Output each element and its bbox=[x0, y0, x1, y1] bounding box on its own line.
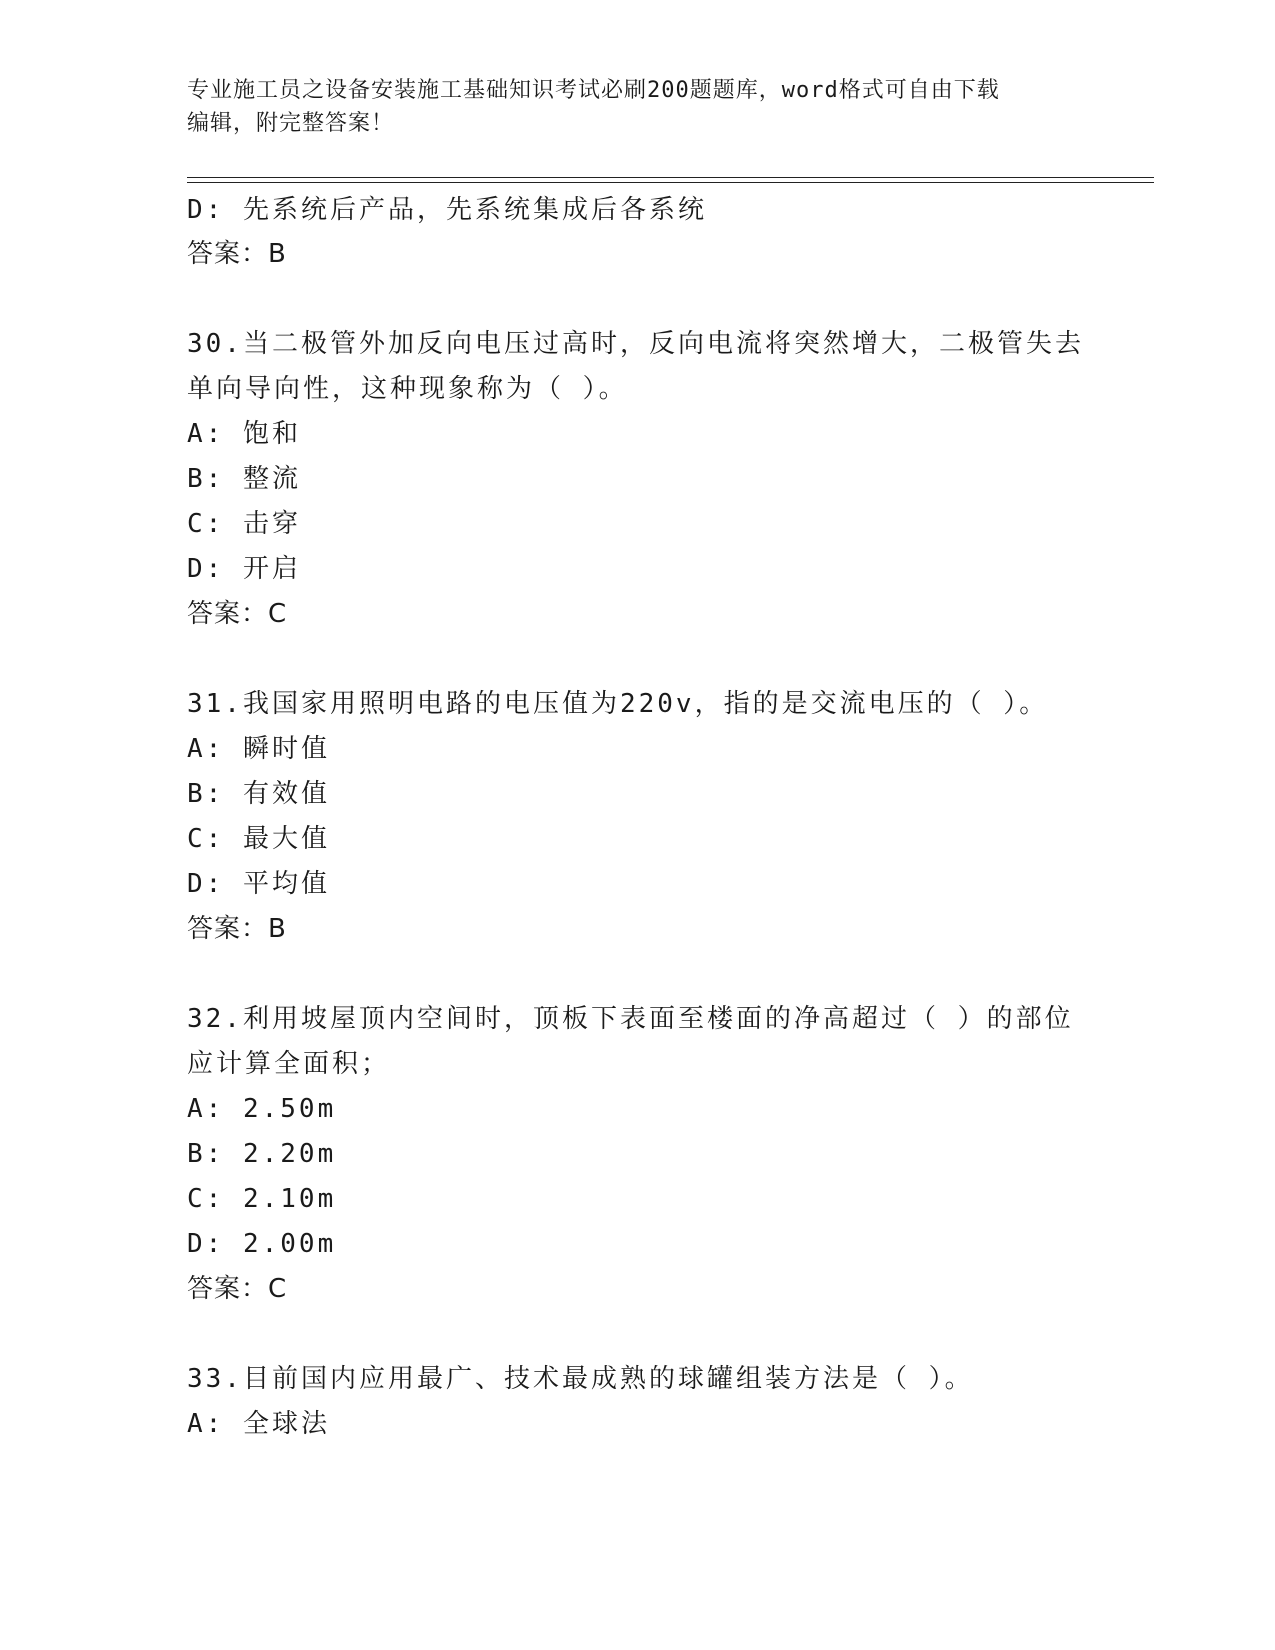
q30-option-c: C: 击穿 bbox=[187, 509, 301, 539]
q30-option-d: D: 开启 bbox=[187, 554, 301, 584]
header-divider-top bbox=[187, 177, 1154, 178]
q31-option-c: C: 最大值 bbox=[187, 824, 330, 854]
q33-option-a: A: 全球法 bbox=[187, 1409, 330, 1439]
q29-option-d: D: 先系统后产品，先系统集成后各系统 bbox=[187, 195, 707, 225]
q32-answer: 答案：C bbox=[187, 1274, 288, 1304]
q30-question-line-1: 30.当二极管外加反向电压过高时，反向电流将突然增大，二极管失去 bbox=[187, 329, 1084, 359]
q32-question-line-2: 应计算全面积； bbox=[187, 1049, 391, 1079]
q30-option-a: A: 饱和 bbox=[187, 419, 301, 449]
document-header bbox=[187, 74, 1087, 140]
header-title-line-1: 专业施工员之设备安装施工基础知识考试必刷200题题库，word格式可自由下载 bbox=[187, 78, 1000, 103]
q31-answer: 答案：B bbox=[187, 914, 287, 944]
q33-question-line-1: 33.目前国内应用最广、技术最成熟的球罐组装方法是（ ）。 bbox=[187, 1364, 974, 1394]
header-title-line-2: 编辑，附完整答案！ bbox=[187, 111, 395, 136]
q32-option-d: D: 2.00m bbox=[187, 1229, 337, 1259]
q32-option-c: C: 2.10m bbox=[187, 1184, 337, 1214]
q31-option-b: B: 有效值 bbox=[187, 779, 330, 809]
q32-option-b: B: 2.20m bbox=[187, 1139, 337, 1169]
q32-question-line-1: 32.利用坡屋顶内空间时，顶板下表面至楼面的净高超过（ ）的部位 bbox=[187, 1004, 1074, 1034]
q31-option-d: D: 平均值 bbox=[187, 869, 330, 899]
q30-answer: 答案：C bbox=[187, 599, 288, 629]
q32-option-a: A: 2.50m bbox=[187, 1094, 337, 1124]
q31-question-line-1: 31.我国家用照明电路的电压值为220v，指的是交流电压的（ ）。 bbox=[187, 689, 1049, 719]
q30-question-line-2: 单向导向性，这种现象称为（ ）。 bbox=[187, 374, 628, 404]
q30-option-b: B: 整流 bbox=[187, 464, 301, 494]
q31-option-a: A: 瞬时值 bbox=[187, 734, 330, 764]
q29-answer: 答案：B bbox=[187, 239, 287, 269]
header-divider-bottom bbox=[187, 182, 1154, 183]
